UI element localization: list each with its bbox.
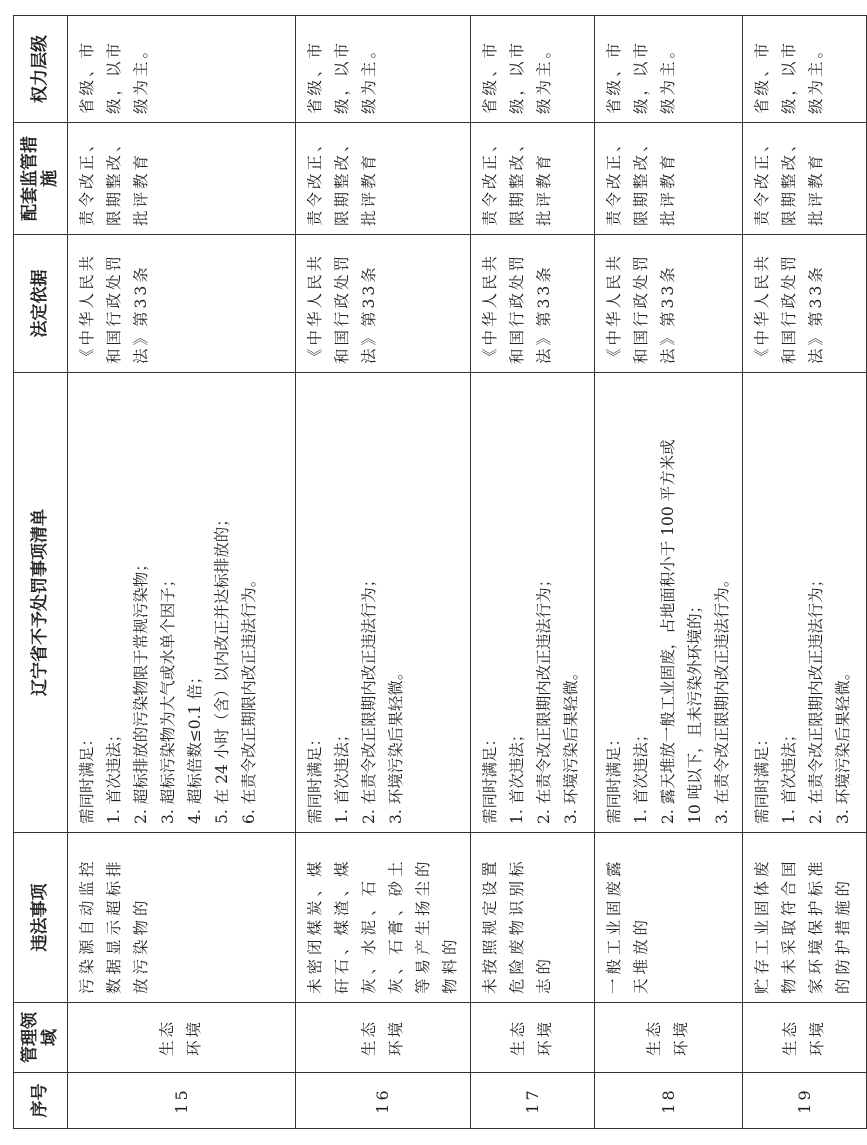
condition-line: 2. 在责令改正限期内改正违法行为； [534, 571, 553, 824]
condition-line: 3. 环境污染后果轻微。 [833, 664, 852, 824]
row-supervision-measure: 责令改正、限期整改、批评教育 [295, 123, 470, 235]
condition-line: 1. 首次违法； [507, 726, 526, 824]
row-authority-level: 省级、市级，以市级为主。 [295, 16, 470, 123]
condition-line: 10 吨以下，且未污染外环境的； [685, 597, 704, 824]
table-row [594, 16, 742, 1129]
row-item: 未密闭煤炭、煤矸石、煤渣、煤灰、水泥、石灰、石膏、砂土等易产生扬尘的物料的 [295, 833, 470, 1003]
row-field: 生态环境 [742, 1003, 866, 1073]
row-supervision-measure: 责令改正、限期整改、批评教育 [742, 123, 866, 235]
header-measure: 配套监管措施 [14, 123, 68, 235]
condition-line: 需同时满足： [77, 730, 96, 824]
condition-line: 3. 在责令改正限期内改正违法行为。 [712, 571, 731, 824]
row-legal-basis: 《中华人民共和国行政处罚法》第33条 [742, 235, 866, 373]
row-supervision-measure: 责令改正、限期整改、批评教育 [67, 123, 295, 235]
row-field: 生态环境 [295, 1003, 470, 1073]
table-row [295, 16, 470, 1129]
row-field: 生态环境 [470, 1003, 594, 1073]
header-basis: 法定依据 [14, 235, 68, 373]
row-item: 未按照规定设置危险废物识别标志的 [470, 833, 594, 1003]
header-item: 违法事项 [14, 833, 68, 1003]
row-field: 生态环境 [594, 1003, 742, 1073]
header-field: 管理领域 [14, 1003, 68, 1073]
row-legal-basis: 《中华人民共和国行政处罚法》第33条 [470, 235, 594, 373]
header-level: 权力层级 [14, 16, 68, 123]
row-number: 19 [742, 1073, 866, 1129]
row-conditions [295, 373, 470, 833]
condition-line: 1. 首次违法； [104, 726, 123, 824]
condition-line: 3. 环境污染后果轻微。 [561, 664, 580, 824]
row-authority-level: 省级、市级，以市级为主。 [67, 16, 295, 123]
row-authority-level: 省级、市级，以市级为主。 [594, 16, 742, 123]
row-authority-level: 省级、市级，以市级为主。 [470, 16, 594, 123]
condition-line: 6. 在责令改正期限内改正违法行为。 [239, 571, 258, 824]
row-number: 17 [470, 1073, 594, 1129]
row-item: 污染源自动监控数据显示超标排放污染物的 [67, 833, 295, 1003]
row-conditions [742, 373, 866, 833]
penalty-exemption-table [13, 15, 867, 1129]
row-conditions [67, 373, 295, 833]
condition-line: 2. 在责令改正限期内改正违法行为； [359, 571, 378, 824]
row-number: 15 [67, 1073, 295, 1129]
condition-line: 3. 超标污染物为大气或水单个因子； [158, 571, 177, 824]
row-conditions [470, 373, 594, 833]
row-number: 16 [295, 1073, 470, 1129]
condition-line: 1. 首次违法； [779, 726, 798, 824]
condition-line: 3. 环境污染后果轻微。 [386, 664, 405, 824]
condition-line: 需同时满足： [480, 730, 499, 824]
table-row [470, 16, 594, 1129]
row-field: 生态环境 [67, 1003, 295, 1073]
row-legal-basis: 《中华人民共和国行政处罚法》第33条 [295, 235, 470, 373]
condition-line: 2. 超标排放的污染物限于常规污染物； [131, 556, 150, 824]
table-header-row [14, 16, 68, 1129]
condition-line: 4. 超标倍数≤0.1 倍； [185, 668, 204, 824]
row-conditions [594, 373, 742, 833]
table-row [67, 16, 295, 1129]
condition-line: 2. 在责令改正限期内改正违法行为； [806, 571, 825, 824]
condition-line: 1. 首次违法； [332, 726, 351, 824]
condition-line: 5. 在 24 小时（含）以内改正并达标排放的； [212, 511, 231, 824]
table-row [742, 16, 866, 1129]
row-item: 贮存工业固体废物未采取符合国家环境保护标准的防护措施的 [742, 833, 866, 1003]
row-item: 一般工业固废露天堆放的 [594, 833, 742, 1003]
header-condition: 辽宁省不予处罚事项清单 [14, 373, 68, 833]
row-legal-basis: 《中华人民共和国行政处罚法》第33条 [67, 235, 295, 373]
row-authority-level: 省级、市级，以市级为主。 [742, 16, 866, 123]
condition-line: 需同时满足： [604, 730, 623, 824]
row-legal-basis: 《中华人民共和国行政处罚法》第33条 [594, 235, 742, 373]
condition-line: 2. 露天堆放一般工业固废，占地面积小于 100 平方米或 [658, 439, 677, 824]
row-supervision-measure: 责令改正、限期整改、批评教育 [470, 123, 594, 235]
condition-line: 1. 首次违法； [631, 726, 650, 824]
header-no: 序号 [14, 1073, 68, 1129]
row-supervision-measure: 责令改正、限期整改、批评教育 [594, 123, 742, 235]
row-number: 18 [594, 1073, 742, 1129]
condition-line: 需同时满足： [752, 730, 771, 824]
condition-line: 需同时满足： [305, 730, 324, 824]
